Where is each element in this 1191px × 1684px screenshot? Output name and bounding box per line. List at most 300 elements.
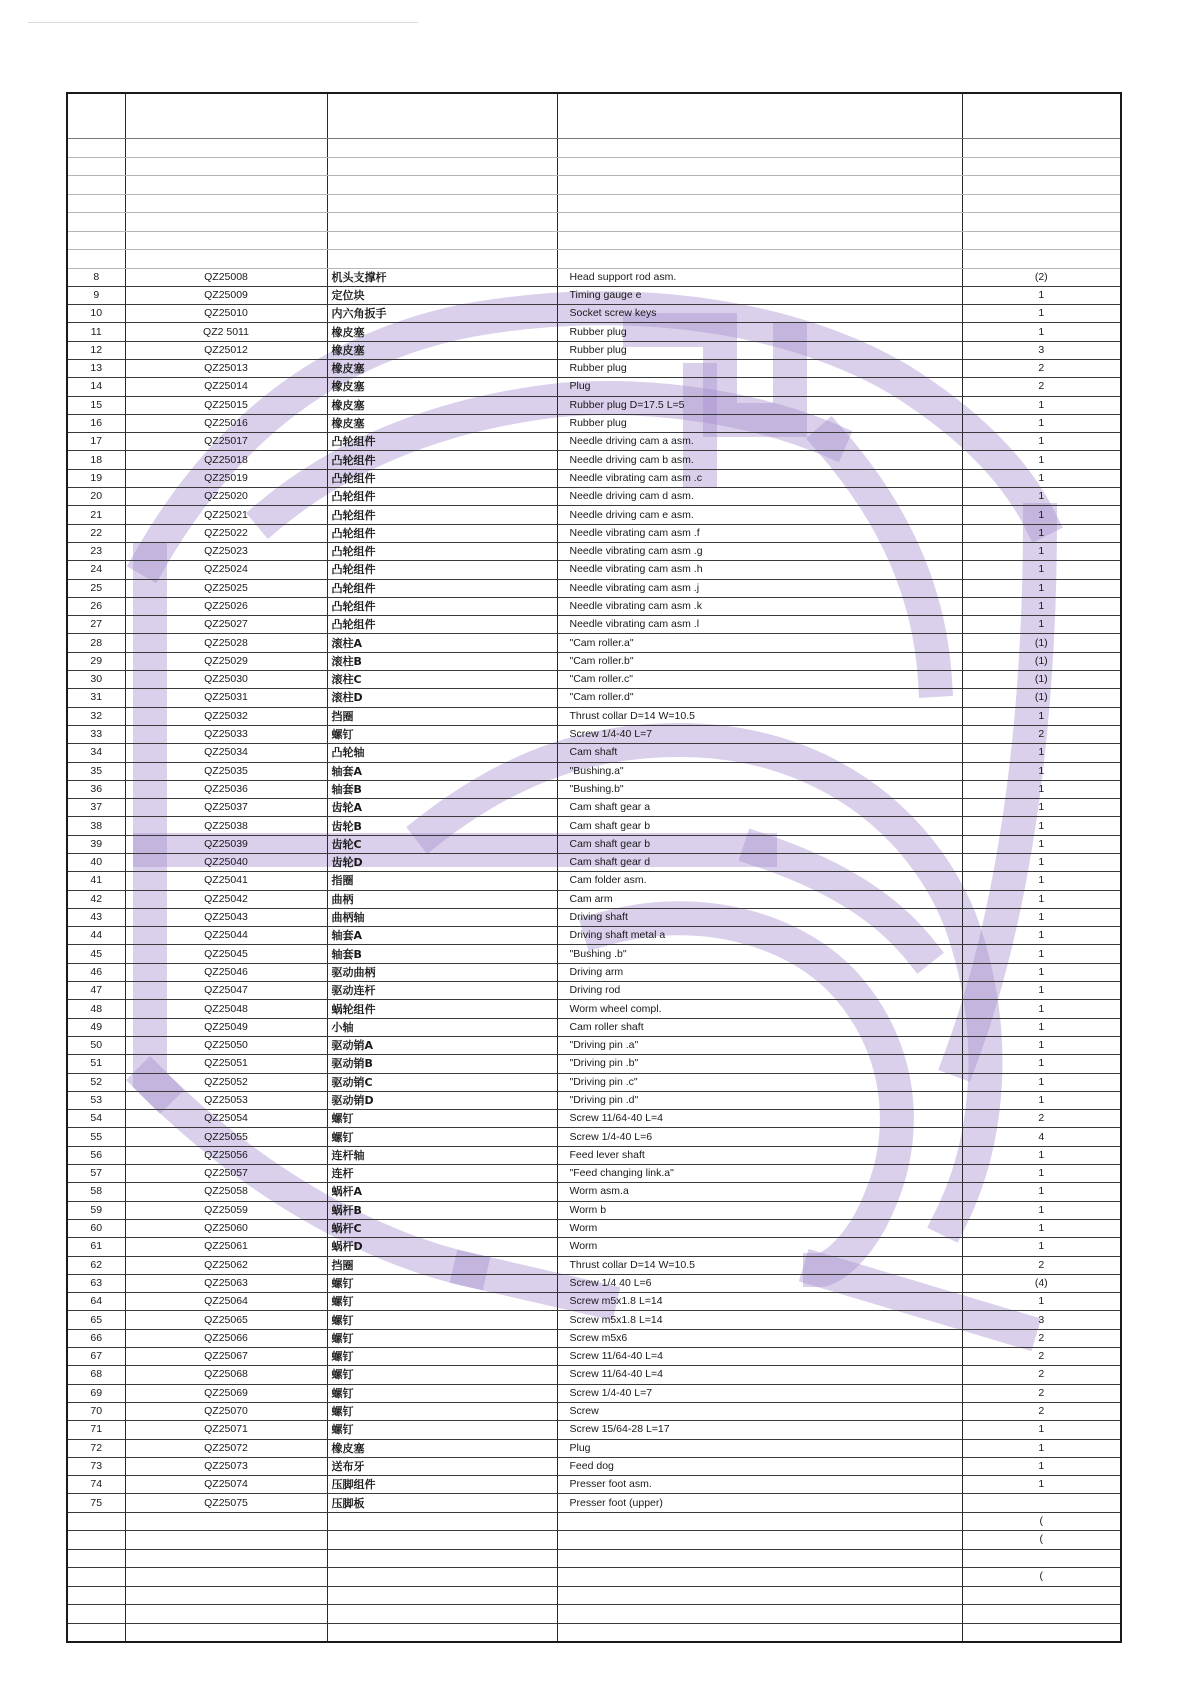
table-row (67, 1219, 1121, 1237)
english-name-cell: Plug (557, 1439, 962, 1457)
table-row (67, 414, 1121, 432)
english-name-cell: Cam shaft gear d (557, 854, 962, 872)
item-number-cell: 35 (67, 762, 125, 780)
item-number-cell: 70 (67, 1402, 125, 1420)
part-code-cell: QZ25045 (125, 945, 327, 963)
item-number-cell: 22 (67, 524, 125, 542)
chinese-name-cell: 橡皮塞 (327, 323, 557, 341)
english-name-cell: Rubber plug (557, 359, 962, 377)
blank-row (67, 1549, 1121, 1568)
table-row (67, 780, 1121, 798)
chinese-name-cell: 橡皮塞 (327, 396, 557, 414)
english-name-cell: Worm b (557, 1201, 962, 1219)
english-name-cell: "Cam roller.b" (557, 652, 962, 670)
table-row (67, 963, 1121, 981)
quantity-cell: 1 (962, 524, 1121, 542)
part-code-cell: QZ25035 (125, 762, 327, 780)
part-code-cell: QZ25014 (125, 378, 327, 396)
chinese-name-cell: 凸轮轴 (327, 744, 557, 762)
english-name-cell: "Driving pin .d" (557, 1091, 962, 1109)
chinese-name-cell: 内六角扳手 (327, 305, 557, 323)
quantity-cell: 1 (962, 963, 1121, 981)
item-number-cell: 34 (67, 744, 125, 762)
chinese-name-cell: 螺钉 (327, 1110, 557, 1128)
english-name-cell: Needle vibrating cam asm .k (557, 597, 962, 615)
part-code-cell: QZ25052 (125, 1073, 327, 1091)
quantity-cell: (4) (962, 1274, 1121, 1292)
item-number-cell: 8 (67, 268, 125, 286)
english-name-cell: Driving shaft (557, 908, 962, 926)
quantity-cell: (2) (962, 268, 1121, 286)
quantity-cell: 3 (962, 1311, 1121, 1329)
quantity-mark-cell: ( (962, 1531, 1121, 1550)
table-row (67, 927, 1121, 945)
chinese-name-cell: 螺钉 (327, 1311, 557, 1329)
english-name-cell: Plug (557, 378, 962, 396)
table-row (67, 286, 1121, 304)
english-name-cell: Needle driving cam d asm. (557, 488, 962, 506)
quantity-cell: (1) (962, 634, 1121, 652)
part-code-cell: QZ25074 (125, 1476, 327, 1494)
item-number-cell: 45 (67, 945, 125, 963)
chinese-name-cell: 凸轮组件 (327, 469, 557, 487)
item-number-cell: 52 (67, 1073, 125, 1091)
part-code-cell: QZ25065 (125, 1311, 327, 1329)
quantity-cell: 1 (962, 1201, 1121, 1219)
item-number-cell: 27 (67, 616, 125, 634)
part-code-cell: QZ25025 (125, 579, 327, 597)
quantity-cell: 1 (962, 780, 1121, 798)
chinese-name-cell: 凸轮组件 (327, 597, 557, 615)
english-name-cell: Needle driving cam a asm. (557, 433, 962, 451)
chinese-name-cell: 驱动销B (327, 1055, 557, 1073)
item-number-cell: 58 (67, 1183, 125, 1201)
english-name-cell: Screw (557, 1402, 962, 1420)
table-row (67, 1256, 1121, 1274)
part-code-cell: QZ25008 (125, 268, 327, 286)
quantity-cell: 2 (962, 1110, 1121, 1128)
chinese-name-cell: 指圈 (327, 872, 557, 890)
table-row (67, 378, 1121, 396)
item-number-cell: 24 (67, 561, 125, 579)
english-name-cell: Worm wheel compl. (557, 1000, 962, 1018)
item-number-cell: 16 (67, 414, 125, 432)
chinese-name-cell: 螺钉 (327, 1293, 557, 1311)
quantity-cell: 1 (962, 1073, 1121, 1091)
quantity-mark-cell: ( (962, 1568, 1121, 1587)
part-code-cell: QZ25030 (125, 671, 327, 689)
part-code-cell: QZ25026 (125, 597, 327, 615)
quantity-cell: 1 (962, 835, 1121, 853)
table-row (67, 1293, 1121, 1311)
english-name-cell: Driving arm (557, 963, 962, 981)
quantity-cell: 1 (962, 744, 1121, 762)
quantity-cell: 1 (962, 799, 1121, 817)
blank-row (67, 250, 1121, 269)
chinese-name-cell: 螺钉 (327, 1366, 557, 1384)
part-code-cell: QZ25070 (125, 1402, 327, 1420)
quantity-cell: 2 (962, 1329, 1121, 1347)
item-number-cell: 61 (67, 1238, 125, 1256)
table-row (67, 561, 1121, 579)
table-row (67, 1329, 1121, 1347)
part-code-cell: QZ25064 (125, 1293, 327, 1311)
part-code-cell: QZ25059 (125, 1201, 327, 1219)
english-name-cell: Presser foot asm. (557, 1476, 962, 1494)
table-row (67, 1348, 1121, 1366)
table-row (67, 945, 1121, 963)
chinese-name-cell: 橡皮塞 (327, 1439, 557, 1457)
quantity-cell: 1 (962, 323, 1121, 341)
quantity-cell: 1 (962, 1146, 1121, 1164)
table-row (67, 908, 1121, 926)
chinese-name-cell: 螺钉 (327, 1384, 557, 1402)
quantity-cell: 1 (962, 1183, 1121, 1201)
english-name-cell: Cam roller shaft (557, 1018, 962, 1036)
english-name-cell: Rubber plug (557, 414, 962, 432)
part-code-cell: QZ25016 (125, 414, 327, 432)
chinese-name-cell: 蜗杆B (327, 1201, 557, 1219)
item-number-cell: 39 (67, 835, 125, 853)
part-code-cell: QZ25062 (125, 1256, 327, 1274)
quantity-cell: 1 (962, 561, 1121, 579)
table-row (67, 524, 1121, 542)
quantity-cell: 1 (962, 982, 1121, 1000)
table-row (67, 634, 1121, 652)
part-code-cell: QZ25056 (125, 1146, 327, 1164)
item-number-cell: 41 (67, 872, 125, 890)
table-row (67, 1110, 1121, 1128)
english-name-cell: Cam shaft gear a (557, 799, 962, 817)
chinese-name-cell: 压脚板 (327, 1494, 557, 1512)
table-row (67, 579, 1121, 597)
chinese-name-cell: 滚柱D (327, 689, 557, 707)
part-code-cell: QZ25024 (125, 561, 327, 579)
item-number-cell: 62 (67, 1256, 125, 1274)
quantity-cell: 1 (962, 542, 1121, 560)
quantity-cell: 1 (962, 506, 1121, 524)
chinese-name-cell: 凸轮组件 (327, 542, 557, 560)
table-row (67, 506, 1121, 524)
item-number-cell: 40 (67, 854, 125, 872)
quantity-cell: 1 (962, 707, 1121, 725)
quantity-cell: 1 (962, 1457, 1121, 1475)
item-number-cell: 30 (67, 671, 125, 689)
chinese-name-cell: 机头支撑杆 (327, 268, 557, 286)
chinese-name-cell: 凸轮组件 (327, 488, 557, 506)
chinese-name-cell: 螺钉 (327, 725, 557, 743)
chinese-name-cell: 螺钉 (327, 1128, 557, 1146)
part-code-cell: QZ25018 (125, 451, 327, 469)
blank-row (67, 1531, 1121, 1550)
blank-row (67, 139, 1121, 158)
part-code-cell: QZ25038 (125, 817, 327, 835)
chinese-name-cell: 滚柱A (327, 634, 557, 652)
chinese-name-cell: 曲柄轴 (327, 908, 557, 926)
header-cell-no (67, 93, 125, 139)
part-code-cell: QZ25055 (125, 1128, 327, 1146)
quantity-cell: 1 (962, 1293, 1121, 1311)
table-row (67, 305, 1121, 323)
english-name-cell: "Bushing .b" (557, 945, 962, 963)
chinese-name-cell: 驱动连杆 (327, 982, 557, 1000)
item-number-cell: 14 (67, 378, 125, 396)
part-code-cell: QZ25063 (125, 1274, 327, 1292)
item-number-cell: 11 (67, 323, 125, 341)
quantity-mark-cell (962, 1549, 1121, 1568)
english-name-cell: Screw 1/4-40 L=7 (557, 725, 962, 743)
english-name-cell: Worm (557, 1219, 962, 1237)
quantity-cell: 2 (962, 725, 1121, 743)
quantity-cell: (1) (962, 689, 1121, 707)
chinese-name-cell: 曲柄 (327, 890, 557, 908)
table-row (67, 1128, 1121, 1146)
english-name-cell: Thrust collar D=14 W=10.5 (557, 1256, 962, 1274)
quantity-cell: 1 (962, 1036, 1121, 1054)
chinese-name-cell: 压脚组件 (327, 1476, 557, 1494)
english-name-cell: Rubber plug (557, 341, 962, 359)
item-number-cell: 73 (67, 1457, 125, 1475)
item-number-cell: 67 (67, 1348, 125, 1366)
english-name-cell: Screw 1/4-40 L=6 (557, 1128, 962, 1146)
part-code-cell: QZ25032 (125, 707, 327, 725)
quantity-cell: 1 (962, 1439, 1121, 1457)
part-code-cell: QZ25050 (125, 1036, 327, 1054)
item-number-cell: 49 (67, 1018, 125, 1036)
table-row (67, 854, 1121, 872)
part-code-cell: QZ25010 (125, 305, 327, 323)
table-row (67, 1439, 1121, 1457)
item-number-cell: 50 (67, 1036, 125, 1054)
chinese-name-cell: 蜗杆A (327, 1183, 557, 1201)
quantity-cell: 1 (962, 579, 1121, 597)
table-row (67, 1421, 1121, 1439)
item-number-cell: 68 (67, 1366, 125, 1384)
chinese-name-cell: 滚柱C (327, 671, 557, 689)
blank-row (67, 1605, 1121, 1624)
part-code-cell: QZ25028 (125, 634, 327, 652)
chinese-name-cell: 滚柱B (327, 652, 557, 670)
part-code-cell: QZ25040 (125, 854, 327, 872)
english-name-cell: Screw 11/64-40 L=4 (557, 1348, 962, 1366)
table-row (67, 982, 1121, 1000)
chinese-name-cell: 蜗杆D (327, 1238, 557, 1256)
table-row (67, 1183, 1121, 1201)
table-header-row (67, 93, 1121, 139)
english-name-cell: "Bushing.a" (557, 762, 962, 780)
quantity-cell: 1 (962, 872, 1121, 890)
english-name-cell: Screw 1/4-40 L=7 (557, 1384, 962, 1402)
item-number-cell: 66 (67, 1329, 125, 1347)
part-code-cell: QZ25039 (125, 835, 327, 853)
table-row (67, 652, 1121, 670)
table-row (67, 1201, 1121, 1219)
english-name-cell: Rubber plug D=17.5 L=5 (557, 396, 962, 414)
english-name-cell: Screw 1/4 40 L=6 (557, 1274, 962, 1292)
chinese-name-cell: 定位块 (327, 286, 557, 304)
part-code-cell: QZ25029 (125, 652, 327, 670)
quantity-cell: 1 (962, 286, 1121, 304)
quantity-cell: 2 (962, 1256, 1121, 1274)
part-code-cell: QZ25021 (125, 506, 327, 524)
part-code-cell: QZ25033 (125, 725, 327, 743)
english-name-cell: "Cam roller.d" (557, 689, 962, 707)
part-code-cell: QZ25053 (125, 1091, 327, 1109)
english-name-cell: Cam shaft gear b (557, 835, 962, 853)
table-row (67, 762, 1121, 780)
table-row (67, 268, 1121, 286)
english-name-cell: Screw m5x1.8 L=14 (557, 1293, 962, 1311)
item-number-cell: 38 (67, 817, 125, 835)
english-name-cell: Needle vibrating cam asm .h (557, 561, 962, 579)
part-code-cell: QZ25037 (125, 799, 327, 817)
quantity-cell: 1 (962, 908, 1121, 926)
table-row (67, 341, 1121, 359)
parts-list-table (66, 92, 1122, 1643)
item-number-cell: 63 (67, 1274, 125, 1292)
table-row (67, 433, 1121, 451)
part-code-cell: QZ25057 (125, 1165, 327, 1183)
part-code-cell: QZ25031 (125, 689, 327, 707)
item-number-cell: 74 (67, 1476, 125, 1494)
quantity-cell (962, 1494, 1121, 1512)
chinese-name-cell: 螺钉 (327, 1348, 557, 1366)
part-code-cell: QZ25042 (125, 890, 327, 908)
table-row (67, 1311, 1121, 1329)
table-row (67, 1165, 1121, 1183)
english-name-cell: Needle vibrating cam asm .j (557, 579, 962, 597)
table-row (67, 1402, 1121, 1420)
table-row (67, 1055, 1121, 1073)
item-number-cell: 12 (67, 341, 125, 359)
english-name-cell: Feed dog (557, 1457, 962, 1475)
item-number-cell: 56 (67, 1146, 125, 1164)
quantity-cell: 1 (962, 1055, 1121, 1073)
part-code-cell: QZ25027 (125, 616, 327, 634)
blank-row (67, 1623, 1121, 1642)
item-number-cell: 60 (67, 1219, 125, 1237)
quantity-cell: 1 (962, 396, 1121, 414)
table-row (67, 1476, 1121, 1494)
part-code-cell: QZ25036 (125, 780, 327, 798)
table-row (67, 1274, 1121, 1292)
part-code-cell: QZ25022 (125, 524, 327, 542)
english-name-cell: Head support rod asm. (557, 268, 962, 286)
quantity-cell: 1 (962, 433, 1121, 451)
table-row (67, 396, 1121, 414)
item-number-cell: 36 (67, 780, 125, 798)
table-row (67, 1091, 1121, 1109)
quantity-cell: 1 (962, 414, 1121, 432)
blank-row (67, 1586, 1121, 1605)
quantity-cell: 1 (962, 817, 1121, 835)
table-row (67, 451, 1121, 469)
part-code-cell: QZ25043 (125, 908, 327, 926)
item-number-cell: 55 (67, 1128, 125, 1146)
english-name-cell: Presser foot (upper) (557, 1494, 962, 1512)
chinese-name-cell: 螺钉 (327, 1274, 557, 1292)
part-code-cell: QZ25019 (125, 469, 327, 487)
item-number-cell: 64 (67, 1293, 125, 1311)
chinese-name-cell: 螺钉 (327, 1329, 557, 1347)
part-code-cell: QZ25060 (125, 1219, 327, 1237)
item-number-cell: 15 (67, 396, 125, 414)
table-row (67, 835, 1121, 853)
quantity-cell: 1 (962, 1091, 1121, 1109)
item-number-cell: 42 (67, 890, 125, 908)
quantity-cell: 1 (962, 1018, 1121, 1036)
part-code-cell: QZ25071 (125, 1421, 327, 1439)
english-name-cell: Cam arm (557, 890, 962, 908)
quantity-cell: 1 (962, 1219, 1121, 1237)
header-cell-cn (327, 93, 557, 139)
table-row (67, 1366, 1121, 1384)
item-number-cell: 13 (67, 359, 125, 377)
english-name-cell: Worm asm.a (557, 1183, 962, 1201)
quantity-mark-cell: ( (962, 1512, 1121, 1531)
table-row (67, 469, 1121, 487)
part-code-cell: QZ25012 (125, 341, 327, 359)
quantity-cell: 1 (962, 927, 1121, 945)
item-number-cell: 28 (67, 634, 125, 652)
quantity-cell: 1 (962, 762, 1121, 780)
blank-row (67, 1512, 1121, 1531)
item-number-cell: 9 (67, 286, 125, 304)
chinese-name-cell: 挡圈 (327, 1256, 557, 1274)
part-code-cell: QZ25075 (125, 1494, 327, 1512)
quantity-cell: 1 (962, 451, 1121, 469)
english-name-cell: Needle vibrating cam asm .c (557, 469, 962, 487)
table-row (67, 1018, 1121, 1036)
part-code-cell: QZ25009 (125, 286, 327, 304)
item-number-cell: 10 (67, 305, 125, 323)
part-code-cell: QZ25073 (125, 1457, 327, 1475)
chinese-name-cell: 齿轮A (327, 799, 557, 817)
chinese-name-cell: 驱动销C (327, 1073, 557, 1091)
part-code-cell: QZ25013 (125, 359, 327, 377)
part-code-cell: QZ25047 (125, 982, 327, 1000)
header-cell-qty (962, 93, 1121, 139)
part-code-cell: QZ25061 (125, 1238, 327, 1256)
chinese-name-cell: 齿轮B (327, 817, 557, 835)
english-name-cell: Thrust collar D=14 W=10.5 (557, 707, 962, 725)
english-name-cell: Cam folder asm. (557, 872, 962, 890)
table-row (67, 1073, 1121, 1091)
chinese-name-cell: 凸轮组件 (327, 561, 557, 579)
item-number-cell: 54 (67, 1110, 125, 1128)
item-number-cell: 37 (67, 799, 125, 817)
chinese-name-cell: 连杆 (327, 1165, 557, 1183)
item-number-cell: 53 (67, 1091, 125, 1109)
part-code-cell: QZ25049 (125, 1018, 327, 1036)
part-code-cell: QZ25034 (125, 744, 327, 762)
item-number-cell: 17 (67, 433, 125, 451)
english-name-cell: Timing gauge e (557, 286, 962, 304)
quantity-cell: 1 (962, 1421, 1121, 1439)
table-row (67, 1384, 1121, 1402)
english-name-cell: "Driving pin .a" (557, 1036, 962, 1054)
chinese-name-cell: 轴套B (327, 945, 557, 963)
table-row (67, 1457, 1121, 1475)
english-name-cell: Rubber plug (557, 323, 962, 341)
blank-row (67, 213, 1121, 232)
quantity-cell: 1 (962, 890, 1121, 908)
quantity-cell: 4 (962, 1128, 1121, 1146)
chinese-name-cell: 齿轮C (327, 835, 557, 853)
english-name-cell: Screw m5x6 (557, 1329, 962, 1347)
quantity-cell: 2 (962, 1366, 1121, 1384)
english-name-cell: Screw 11/64-40 L=4 (557, 1110, 962, 1128)
